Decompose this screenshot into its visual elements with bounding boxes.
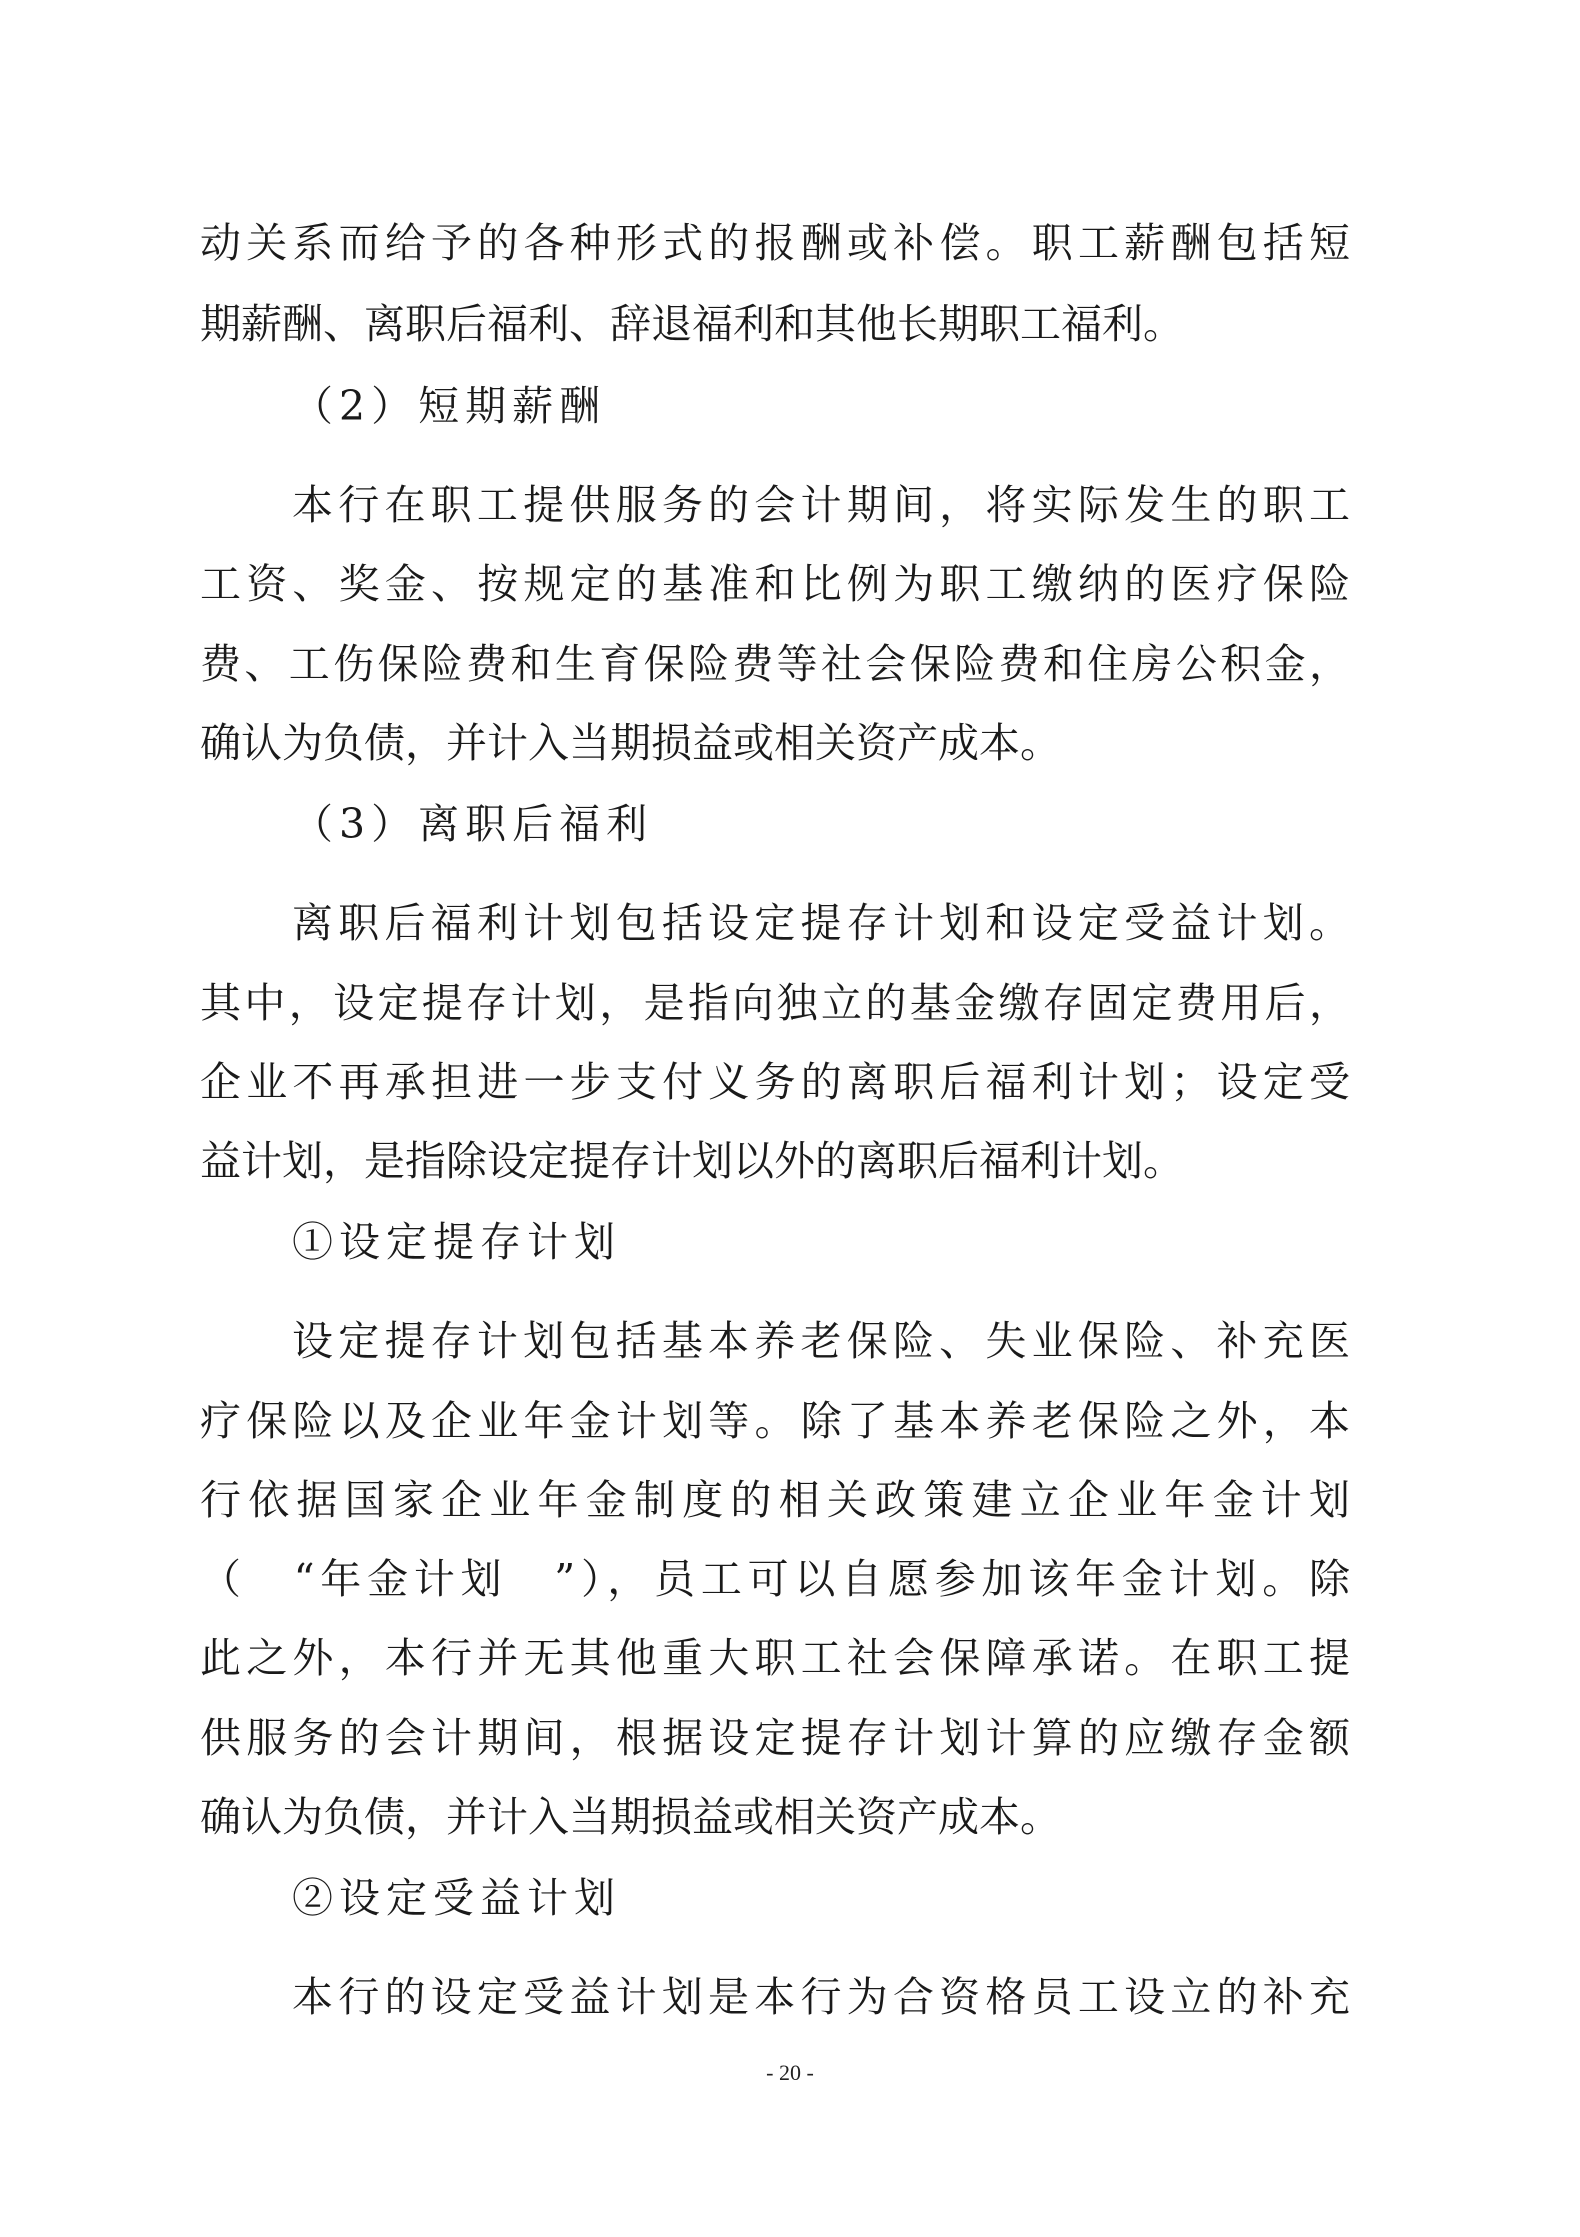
section-heading: （3）离职后福利 <box>292 800 654 848</box>
paragraph-line: 确认为负债，并计入当期损益或相关资产成本。 <box>200 719 1061 767</box>
section-heading: （2）短期薪酬 <box>292 382 607 430</box>
paragraph-line: 益计划，是指除设定提存计划以外的离职后福利计划。 <box>200 1137 1184 1185</box>
paragraph-line: 期薪酬、离职后福利、辞退福利和其他长期职工福利。 <box>200 300 1184 348</box>
paragraph-line: （ “年金计划 ”），员工可以自愿参加该年金计划。除 <box>200 1555 1350 1603</box>
paragraph-line: 疗保险以及企业年金计划等。除了基本养老保险之外，本 <box>200 1397 1350 1445</box>
paragraph-line: 确认为负债，并计入当期损益或相关资产成本。 <box>200 1793 1061 1841</box>
paragraph-line: 供服务的会计期间，根据设定提存计划计算的应缴存金额 <box>200 1714 1350 1762</box>
section-heading: ①设定提存计划 <box>292 1218 621 1266</box>
paragraph-line: 工资、奖金、按规定的基准和比例为职工缴纳的医疗保险 <box>200 560 1350 608</box>
paragraph-line: 本行的设定受益计划是本行为合资格员工设立的补充 <box>292 1973 1350 2021</box>
paragraph-line: 设定提存计划包括基本养老保险、失业保险、补充医 <box>292 1317 1350 1365</box>
page-number: - 20 - <box>766 2060 814 2085</box>
paragraph-line: 企业不再承担进一步支付义务的离职后福利计划；设定受 <box>200 1058 1350 1106</box>
paragraph-line: 此之外，本行并无其他重大职工社会保障承诺。在职工提 <box>200 1634 1350 1682</box>
paragraph-line: 动关系而给予的各种形式的报酬或补偿。职工薪酬包括短 <box>200 219 1350 267</box>
paragraph-line: 本行在职工提供服务的会计期间，将实际发生的职工 <box>292 481 1350 529</box>
paragraph-line: 离职后福利计划包括设定提存计划和设定受益计划。 <box>292 899 1350 947</box>
paragraph-line: 其中，设定提存计划，是指向独立的基金缴存固定费用后， <box>200 979 1350 1027</box>
paragraph-line: 费、工伤保险费和生育保险费等社会保险费和住房公积金， <box>200 640 1350 688</box>
section-heading: ②设定受益计划 <box>292 1874 621 1922</box>
paragraph-line: 行依据国家企业年金制度的相关政策建立企业年金计划 <box>200 1476 1350 1524</box>
